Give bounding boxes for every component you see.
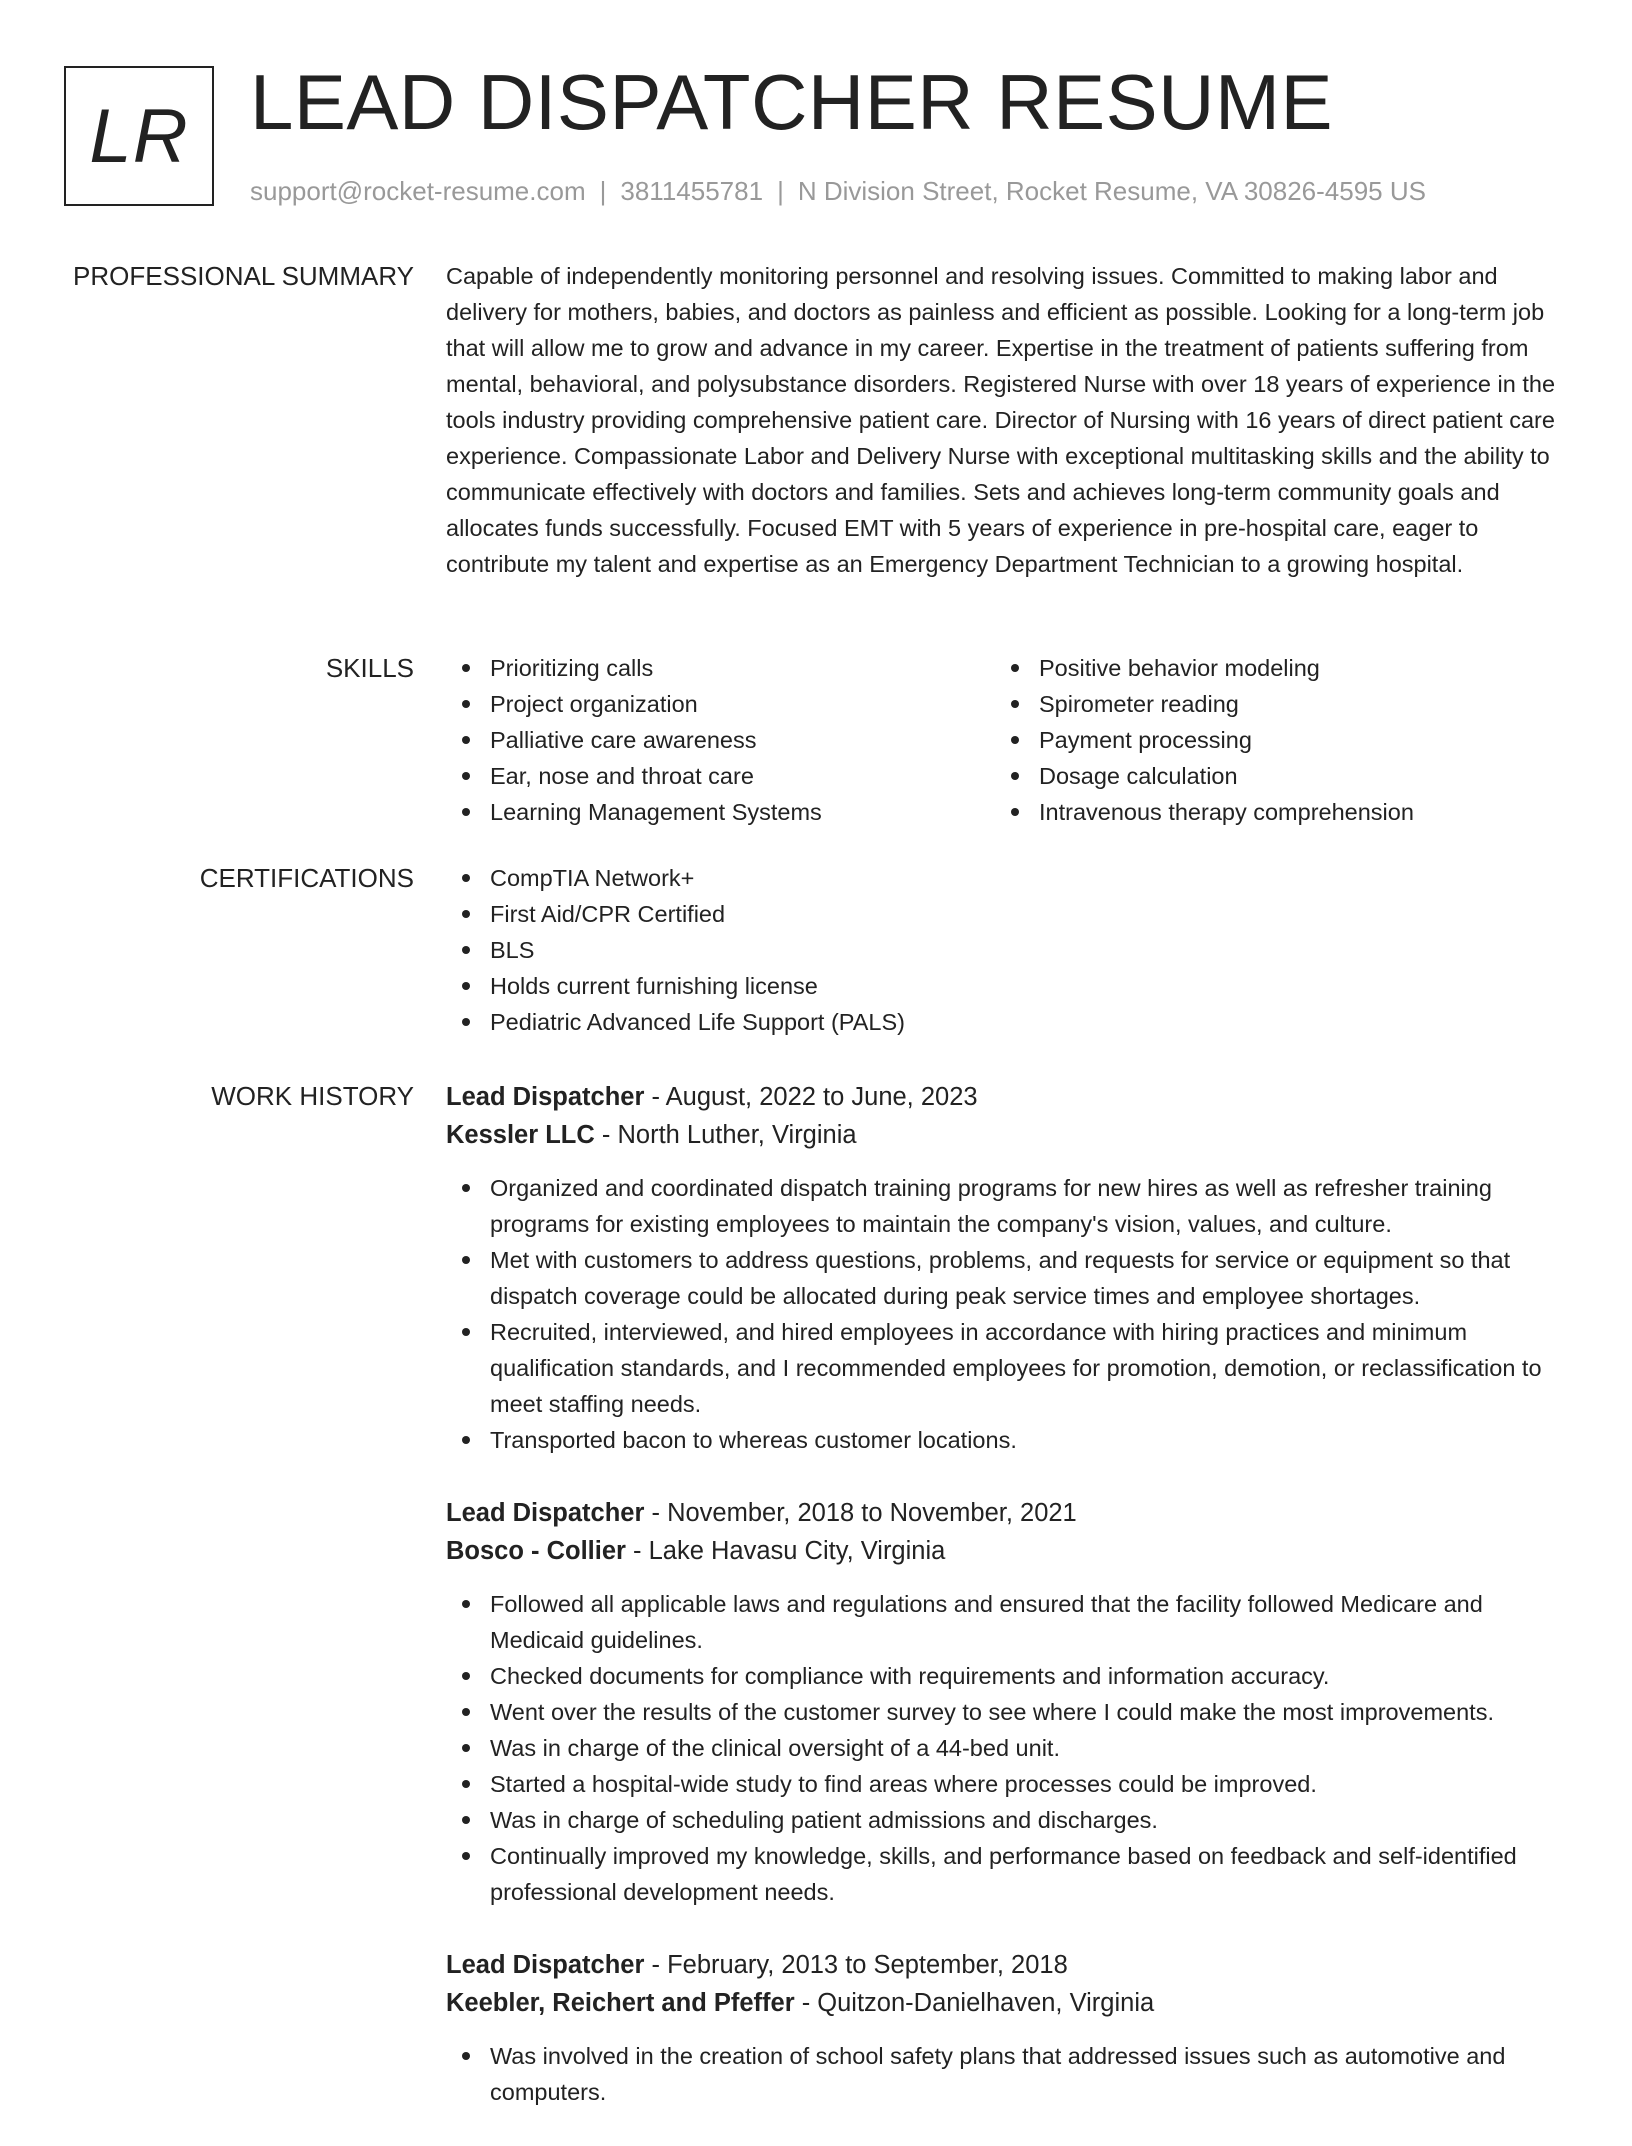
section-label-certifications: CERTIFICATIONS xyxy=(199,863,414,893)
list-item: Was in charge of scheduling patient admissions and discharges. xyxy=(446,1802,1566,1838)
certifications-content xyxy=(446,860,1566,1040)
list-item: Positive behavior modeling xyxy=(995,650,1544,686)
list-item: Pediatric Advanced Life Support (PALS) xyxy=(446,1004,1566,1040)
list-item: Checked documents for compliance with requirements and information accuracy. xyxy=(446,1658,1566,1694)
list-item: Started a hospital-wide study to find areas where processes could be improved. xyxy=(446,1766,1566,1802)
job-company: Bosco - Collier xyxy=(446,1537,626,1565)
list-item: Was involved in the creation of school safety plans that addressed issues such as automotive and computers. xyxy=(446,2038,1566,2110)
job-company-line xyxy=(446,1532,1566,1570)
job-location: - Quitzon-Danielhaven, Virginia xyxy=(794,1989,1155,2017)
job-company-line xyxy=(446,1116,1566,1154)
job-company-line xyxy=(446,1984,1566,2022)
list-item: Was in charge of the clinical oversight of a 44-bed unit. xyxy=(446,1730,1566,1766)
job-location: - North Luther, Virginia xyxy=(594,1121,857,1149)
list-item: CompTIA Network+ xyxy=(446,860,1566,896)
contact-separator: | xyxy=(777,176,784,206)
list-item: Learning Management Systems xyxy=(446,794,995,830)
job-company: Kessler LLC xyxy=(446,1121,595,1149)
job-company: Keebler, Reichert and Pfeffer xyxy=(446,1989,795,2017)
job-title: Lead Dispatcher xyxy=(446,1951,645,1979)
list-item: Organized and coordinated dispatch training programs for new hires as well as refresher training programs for existing employees to maintain the company's vision, values, and culture. xyxy=(446,1170,1566,1242)
job-bullets xyxy=(446,2038,1566,2110)
skills-content xyxy=(446,650,1566,830)
contact-line xyxy=(250,176,1426,206)
list-item: Prioritizing calls xyxy=(446,650,995,686)
work-history-content xyxy=(446,1078,1566,2146)
job-location: - Lake Havasu City, Virginia xyxy=(625,1537,946,1565)
summary-content xyxy=(446,258,1566,582)
monogram-logo: LR xyxy=(64,66,214,206)
contact-address: N Division Street, Rocket Resume, VA 30826-4595 US xyxy=(797,176,1426,206)
list-item: Continually improved my knowledge, skills, and performance based on feedback and self-identified professional development needs. xyxy=(446,1838,1566,1910)
list-item: Project organization xyxy=(446,686,995,722)
list-item: Intravenous therapy comprehension xyxy=(995,794,1544,830)
list-item: Palliative care awareness xyxy=(446,722,995,758)
job-title-line xyxy=(446,1946,1566,1984)
list-item: Dosage calculation xyxy=(995,758,1544,794)
section-label-skills: SKILLS xyxy=(325,653,414,683)
job-bullets xyxy=(446,1170,1566,1458)
summary-text: Capable of independently monitoring personnel and resolving issues. Committed to making labor and delivery for mothers, babies, and doctors as painless and efficient as possible. Looking for a long-term job that will allow me to grow and advance in my career. Expertise in the treatment of patients suffering from mental, behavioral, and polysubstance disorders. Registered Nurse with over 18 years of experience in the tools industry providing comprehensive patient care. Director of Nursing with 16 years of direct patient care experience. Compassionate Labor and Delivery Nurse with exceptional multitasking skills and the ability to communicate effectively with doctors and families. Sets and achieves long-term community goals and allocates funds successfully. Focused EMT with 5 years of experience in pre-hospital care, eager to contribute my talent and expertise as an Emergency Department Technician to a growing hospital. xyxy=(446,263,1556,577)
list-item: Met with customers to address questions, problems, and requests for service or equipment so that dispatch coverage could be allocated during peak service times and employee shortages. xyxy=(446,1242,1566,1314)
list-item: Transported bacon to whereas customer locations. xyxy=(446,1422,1566,1458)
skills-list-left xyxy=(446,650,995,830)
job-dates: - August, 2022 to June, 2023 xyxy=(644,1083,978,1111)
list-item: Holds current furnishing license xyxy=(446,968,1566,1004)
list-item: First Aid/CPR Certified xyxy=(446,896,1566,932)
job-title-line xyxy=(446,1494,1566,1532)
job-title-line xyxy=(446,1078,1566,1116)
list-item: Ear, nose and throat care xyxy=(446,758,995,794)
job-entry xyxy=(446,1946,1566,2110)
contact-separator: | xyxy=(599,176,607,206)
job-bullets xyxy=(446,1586,1566,1910)
skills-list-right xyxy=(995,650,1544,830)
contact-phone[interactable]: 3811455781 xyxy=(620,176,764,206)
job-entry xyxy=(446,1494,1566,1910)
certifications-list xyxy=(446,860,1566,1040)
job-title: Lead Dispatcher xyxy=(446,1499,645,1527)
section-label-work-history: WORK HISTORY xyxy=(211,1081,414,1111)
resume-title: LEAD DISPATCHER RESUME xyxy=(250,58,1333,146)
list-item: Spirometer reading xyxy=(995,686,1544,722)
contact-email[interactable]: support@rocket-resume.com xyxy=(250,176,586,206)
list-item: Went over the results of the customer survey to see where I could make the most improvements. xyxy=(446,1694,1566,1730)
job-entry xyxy=(446,1078,1566,1458)
list-item: Payment processing xyxy=(995,722,1544,758)
job-dates: - February, 2013 to September, 2018 xyxy=(644,1951,1068,1979)
list-item: BLS xyxy=(446,932,1566,968)
job-dates: - November, 2018 to November, 2021 xyxy=(644,1499,1077,1527)
list-item: Recruited, interviewed, and hired employees in accordance with hiring practices and minimum qualification standards, and I recommended employees for promotion, demotion, or reclassification to meet staffing needs. xyxy=(446,1314,1566,1422)
job-title: Lead Dispatcher xyxy=(446,1083,645,1111)
list-item: Followed all applicable laws and regulations and ensured that the facility followed Medicare and Medicaid guidelines. xyxy=(446,1586,1566,1658)
section-label-summary: PROFESSIONAL SUMMARY xyxy=(73,261,414,291)
